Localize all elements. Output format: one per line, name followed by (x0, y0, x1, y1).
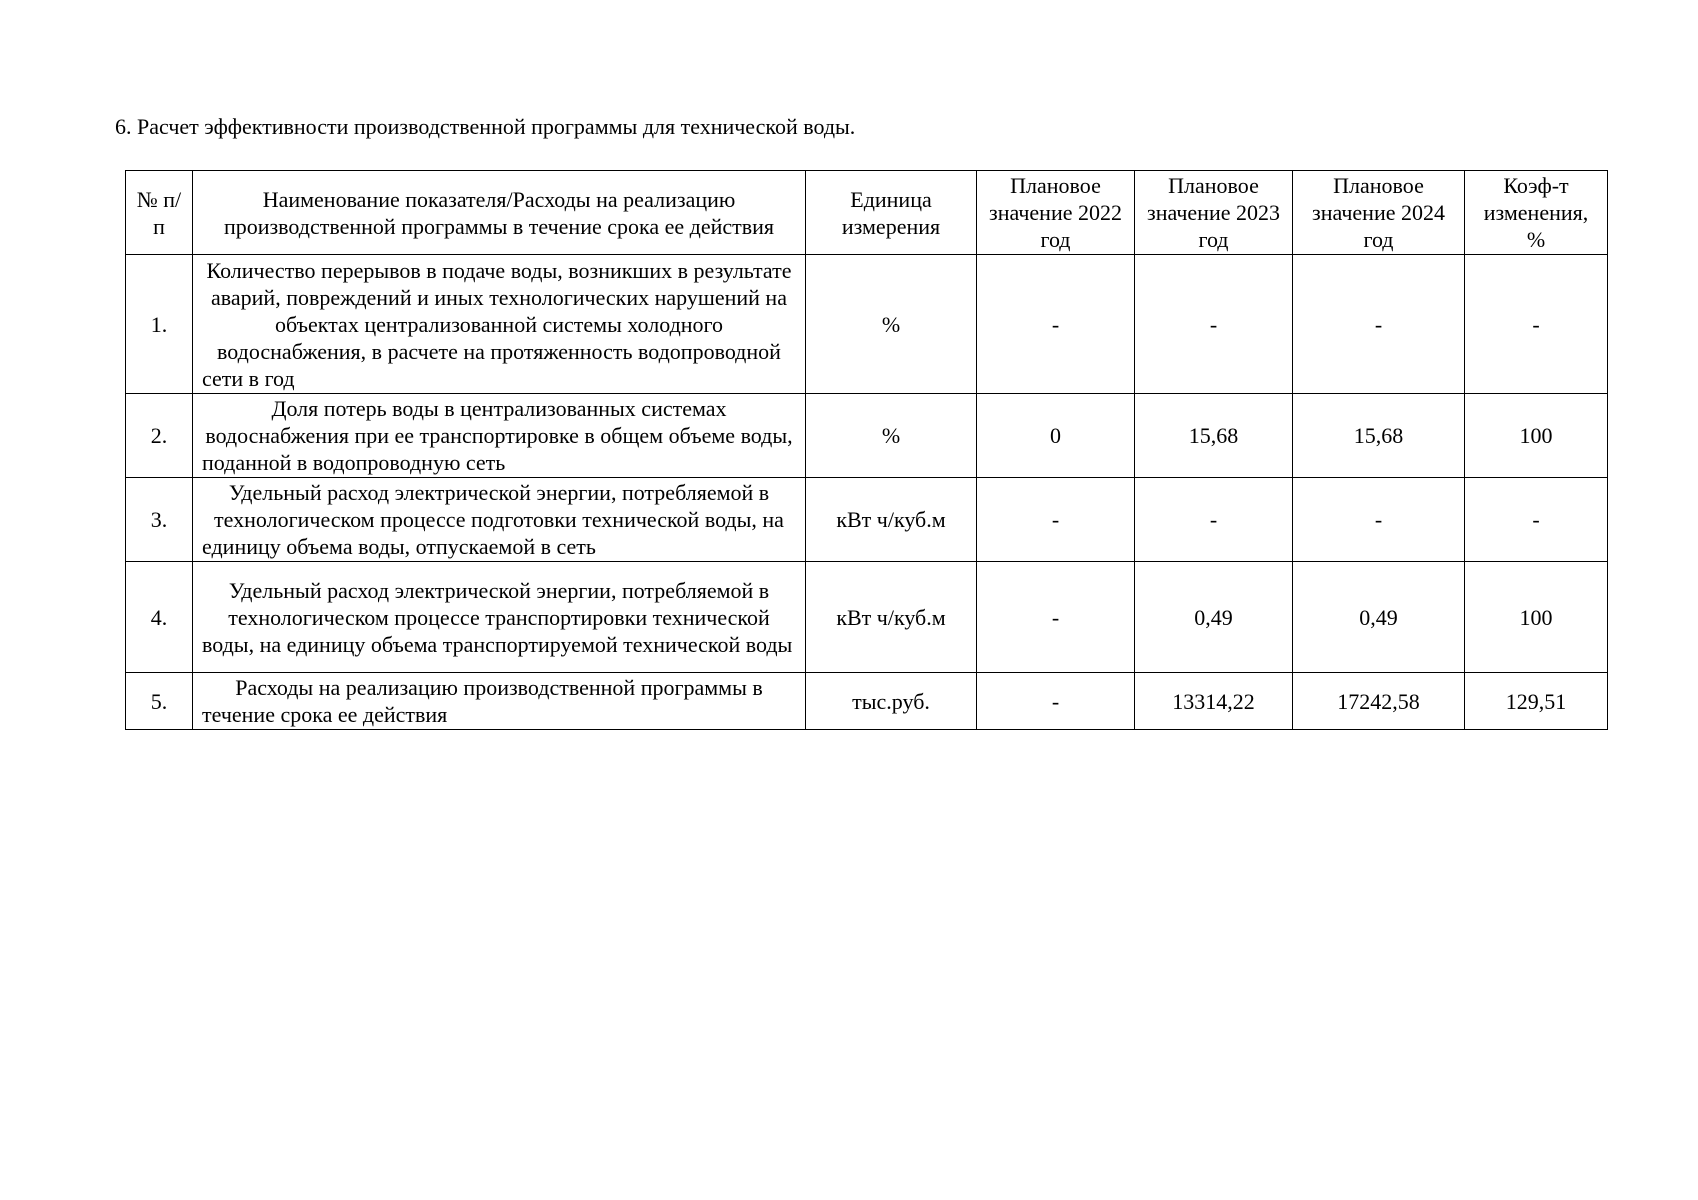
row-plan-2022: - (977, 478, 1135, 562)
row-coef: 100 (1465, 394, 1608, 478)
row-num: 5. (126, 673, 193, 730)
header-plan-2023: Плановое значение 2023 год (1135, 171, 1293, 255)
row-unit: % (806, 394, 977, 478)
row-coef: 129,51 (1465, 673, 1608, 730)
row-name: Количество перерывов в подаче воды, возникших в результате аварий, повреждений и иных технологических нарушений на объектах централизованной системы холодного водоснабжения, в расчете на протяженность водопроводной сети в год (193, 255, 806, 394)
table-row (126, 255, 1608, 394)
row-unit: кВт ч/куб.м (806, 562, 977, 673)
row-plan-2023: - (1135, 478, 1293, 562)
row-plan-2024: 15,68 (1293, 394, 1465, 478)
row-plan-2022: - (977, 255, 1135, 394)
row-unit: тыс.руб. (806, 673, 977, 730)
row-plan-2023: 15,68 (1135, 394, 1293, 478)
row-plan-2024: 0,49 (1293, 562, 1465, 673)
efficiency-table (125, 170, 1608, 730)
table-row (126, 673, 1608, 730)
row-plan-2023: 0,49 (1135, 562, 1293, 673)
table-row (126, 394, 1608, 478)
header-num: № п/п (126, 171, 193, 255)
row-plan-2024: - (1293, 255, 1465, 394)
header-coef: Коэф-т изменения, % (1465, 171, 1608, 255)
row-num: 1. (126, 255, 193, 394)
row-coef: - (1465, 478, 1608, 562)
section-heading: 6. Расчет эффективности производственной программы для технической воды. (115, 114, 856, 139)
row-plan-2022: - (977, 562, 1135, 673)
header-plan-2024: Плановое значение 2024 год (1293, 171, 1465, 255)
row-unit: % (806, 255, 977, 394)
row-name: Удельный расход электрической энергии, потребляемой в технологическом процессе транспортировки технической воды, на единицу объема транспортируемой технической воды (193, 562, 806, 673)
row-name: Удельный расход электрической энергии, потребляемой в технологическом процессе подготовки технической воды, на единицу объема воды, отпускаемой в сеть (193, 478, 806, 562)
row-name: Доля потерь воды в централизованных системах водоснабжения при ее транспортировке в общем объеме воды, поданной в водопроводную сеть (193, 394, 806, 478)
row-coef: 100 (1465, 562, 1608, 673)
row-coef: - (1465, 255, 1608, 394)
header-name: Наименование показателя/Расходы на реализацию производственной программы в течение срока ее действия (193, 171, 806, 255)
row-plan-2024: - (1293, 478, 1465, 562)
row-num: 4. (126, 562, 193, 673)
row-num: 2. (126, 394, 193, 478)
header-unit: Единица измерения (806, 171, 977, 255)
table-row (126, 562, 1608, 673)
row-plan-2023: - (1135, 255, 1293, 394)
row-plan-2022: 0 (977, 394, 1135, 478)
row-num: 3. (126, 478, 193, 562)
row-plan-2023: 13314,22 (1135, 673, 1293, 730)
row-unit: кВт ч/куб.м (806, 478, 977, 562)
table-row (126, 478, 1608, 562)
row-plan-2022: - (977, 673, 1135, 730)
header-plan-2022: Плановое значение 2022 год (977, 171, 1135, 255)
row-name: Расходы на реализацию производственной программы в течение срока ее действия (193, 673, 806, 730)
table-header-row (126, 171, 1608, 255)
row-plan-2024: 17242,58 (1293, 673, 1465, 730)
